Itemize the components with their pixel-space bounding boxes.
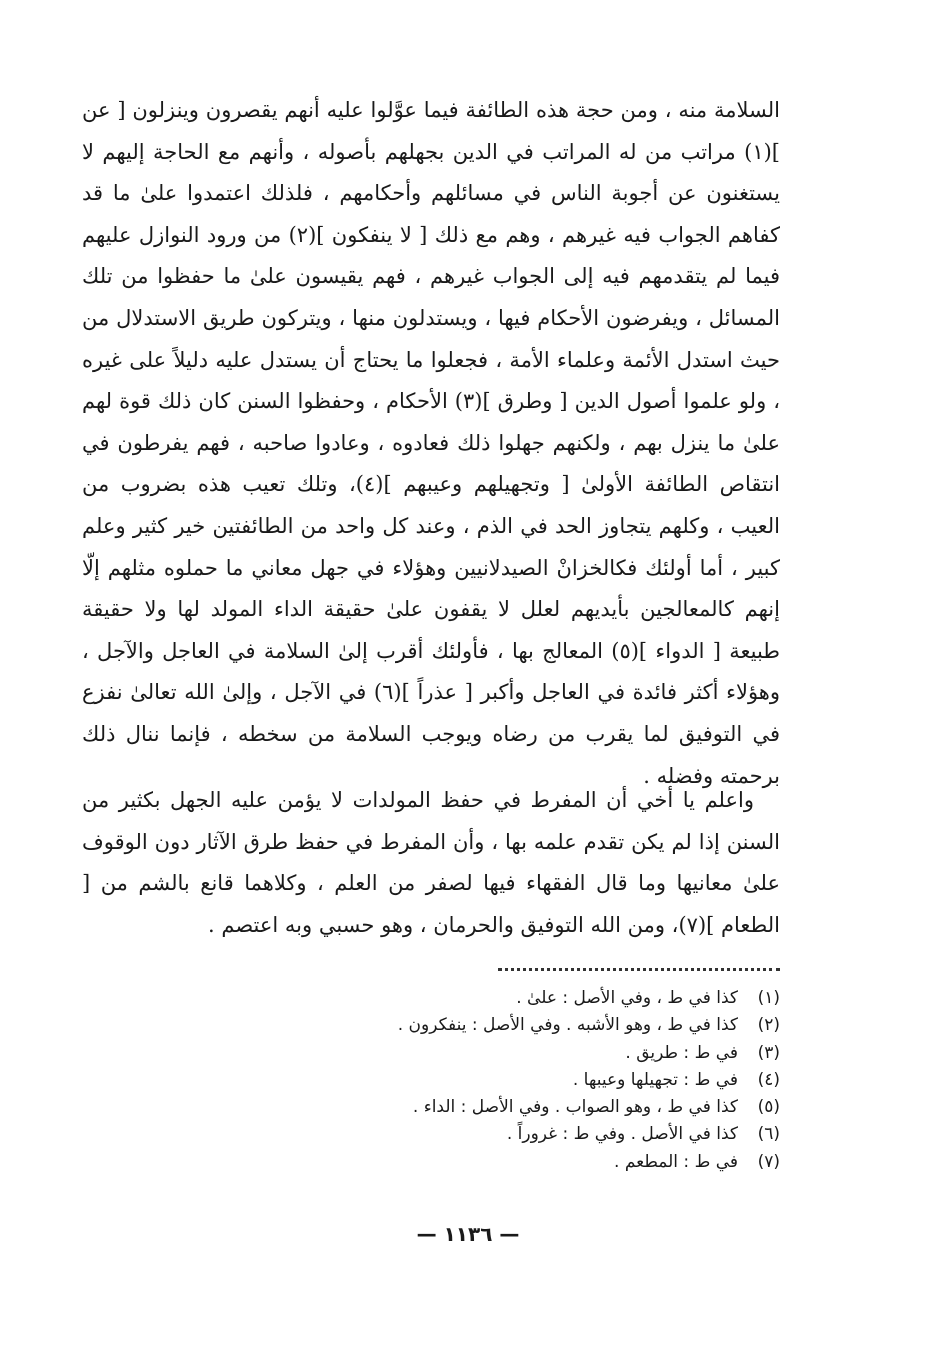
footnote-divider [498, 968, 780, 971]
footnote-number: (٦) [757, 1124, 780, 1145]
page-number: — ١١٣٦ — [416, 1222, 520, 1246]
body-paragraph-1 [82, 90, 780, 797]
footnotes-list [180, 985, 780, 1176]
footnote-text: في ط : المطعم . [614, 1151, 738, 1172]
footnote-number: (٥) [757, 1097, 780, 1118]
paragraph-text: السلامة منه ، ومن حجة هذه الطائفة فيما عوَّلوا عليه أنهم يقصرون وينزلون [ عن ](١) مراتب من له المراتب في الدين بجهلهم بأصوله ، وأنهم مع الحاجة إليهم لا يستغنون عن أجوبة الناس في مسائلهم وأحكامهم ، فلذلك اعتمدوا علىٰ ما قد كفاهم الجواب فيه غيرهم ، وهم مع ذلك [ لا ينفكون ](٢) من ورود النوازل عليهم فيما لم يتقدمهم فيه إلى الجواب غيرهم ، فهم يقيسون علىٰ ما حفظوا من تلك المسائل ، ويفرضون الأحكام فيها ، ويستدلون منها ، ويتركون طريق الاستدلال من حيث استدل الأئمة وعلماء الأمة ، فجعلوا ما يحتاج أن يستدل عليه دليلاً على غيره ، ولو علموا أصول الدين [ وطرق ](٣) الأحكام ، وحفظوا السنن كان ذلك قوة لهم علىٰ ما ينزل بهم ، ولكنهم جهلوا ذلك فعادوه ، وعادوا صاحبه ، فهم يفرطون في انتقاص الطائفة الأولىٰ [ وتجهيلهم وعيبهم ](٤)، وتلك تعيب هذه بضروب من العيب ، وكلهم يتجاوز الحد في الذم ، وعند كل واحد من الطائفتين خير كثير وعلم كبير ، أما أولئك فكالخزانْ الصيدلانيين وهؤلاء في جهل معاني ما حملوه مثلهم إلّا إنهم كالمعالجين بأيديهم لعلل لا يقفون علىٰ حقيقة الداء المولد لها ولا حقيقة طبيعة [ الدواء ](٥) المعالج بها ، فأولئك أقرب إلىٰ السلامة في العاجل والآجل ، وهؤلاء أكثر فائدة في العاجل وأكبر [ عذراً ](٦) في الآجل ، وإلىٰ الله تعالىٰ نفزع في التوفيق لما يقرب من رضاه ويوجب السلامة من سخطه ، فإنما ننال ذلك برحمته وفضله . [82, 98, 781, 788]
footnote-number: (٤) [757, 1069, 780, 1090]
footnote-number: (٧) [757, 1151, 780, 1172]
footnote-item [180, 1012, 780, 1039]
paragraph-text: واعلم يا أخي أن المفرط في حفظ المولدات لا يؤمن عليه الجهل بكثير من السنن إذا لم يكن تقدم علمه بها ، وأن المفرط في حفظ طرق الآثار دون الوقوف علىٰ معانيها وما قال الفقهاء فيها لصفر من العلم ، وكلاهما قانع بالشم من [ الطعام ](٧)، ومن الله التوفيق والحرمان ، وهو حسبي وبه اعتصم . [82, 788, 780, 937]
footnote-text: في ط : تجهيلها وعيبها . [572, 1069, 738, 1090]
footnote-item [180, 985, 780, 1012]
footnote-number: (١) [757, 988, 780, 1008]
footnote-text: كذا في ط ، وهو الأشبه . وفي الأصل : ينفكرون . [397, 1015, 738, 1036]
footnote-item [180, 1094, 780, 1121]
footnote-item [180, 1149, 780, 1176]
footnote-number: (٣) [757, 1042, 780, 1063]
footnote-item [180, 1040, 780, 1067]
footnote-text: كذا في الأصل . وفي ط : غروراً . [506, 1124, 738, 1145]
footnote-text: في ط : طريق . [625, 1042, 738, 1063]
body-paragraph-2 [82, 780, 780, 946]
footnote-text: كذا في ط ، وفي الأصل : علىٰ . [516, 988, 738, 1008]
footnote-text: كذا في ط ، وهو الصواب . وفي الأصل : الداء . [412, 1097, 738, 1118]
footnote-item [180, 1121, 780, 1148]
footnote-item [180, 1067, 780, 1094]
footnote-number: (٢) [757, 1015, 780, 1036]
